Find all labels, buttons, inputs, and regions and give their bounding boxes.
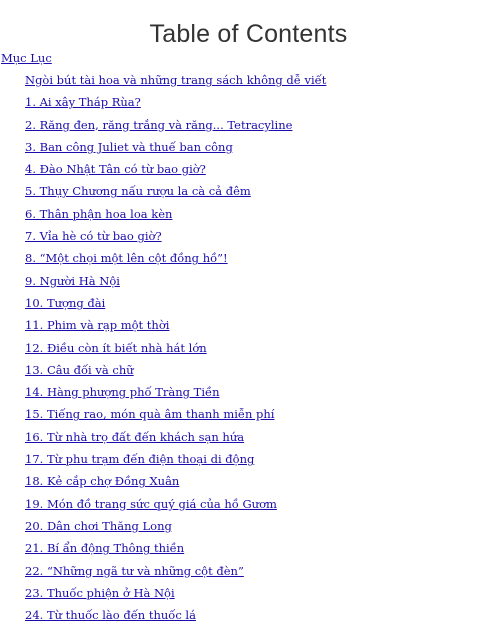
- toc-entry: [25, 563, 326, 585]
- toc-link-22[interactable]: 22. “Những ngã tư và những cột đèn”: [25, 563, 244, 578]
- toc-link-19[interactable]: 19. Món đồ trang sức quý giá của hồ Gươm: [25, 496, 277, 511]
- toc-link-12[interactable]: 12. Điều còn ít biết nhà hát lớn: [25, 340, 207, 355]
- toc-entry: [25, 273, 326, 295]
- toc-link-2[interactable]: 2. Răng đen, răng trắng và răng... Tetracyline: [25, 117, 293, 132]
- toc-entry: [25, 139, 326, 161]
- toc-list: [25, 72, 326, 629]
- page-title: Table of Contents: [149, 20, 348, 48]
- toc-link-6[interactable]: 6. Thân phận hoa loa kèn: [25, 206, 173, 221]
- toc-entry: [25, 250, 326, 272]
- toc-entry: [25, 451, 326, 473]
- toc-entry: [25, 295, 326, 317]
- toc-link-3[interactable]: 3. Ban công Juliet và thuế ban công: [25, 139, 233, 154]
- toc-link-14[interactable]: 14. Hàng phượng phố Tràng Tiền: [25, 385, 220, 400]
- toc-link-1[interactable]: 1. Ai xây Tháp Rùa?: [25, 95, 141, 110]
- toc-link-13[interactable]: 13. Câu đối và chữ: [25, 362, 134, 377]
- toc-link-16[interactable]: 16. Từ nhà trọ đất đến khách sạn hứa: [25, 429, 245, 444]
- toc-entry: [25, 317, 326, 339]
- toc-entry: [25, 362, 326, 384]
- toc-link-15[interactable]: 15. Tiếng rao, món quà âm thanh miễn phí: [25, 407, 275, 422]
- toc-entry: [25, 585, 326, 607]
- toc-entry: [25, 161, 326, 183]
- toc-link-11[interactable]: 11. Phim và rạp một thời: [25, 318, 170, 333]
- toc-entry: [25, 406, 326, 428]
- toc-entry: [25, 429, 326, 451]
- toc-entry: [25, 607, 326, 629]
- toc-entry: [25, 496, 326, 518]
- toc-entry: [25, 473, 326, 495]
- toc-entry: [25, 340, 326, 362]
- toc-entry: [25, 518, 326, 540]
- toc-link-20[interactable]: 20. Dân chơi Thăng Long: [25, 518, 172, 533]
- toc-link-5[interactable]: 5. Thụy Chương nấu rượu la cà cả đêm: [25, 184, 251, 199]
- toc-link-23[interactable]: 23. Thuốc phiện ở Hà Nội: [25, 585, 175, 600]
- toc-entry: [25, 72, 326, 94]
- toc-link-10[interactable]: 10. Tượng đài: [25, 295, 106, 310]
- toc-link-17[interactable]: 17. Từ phu trạm đến điện thoại di động: [25, 452, 255, 467]
- toc-link-9[interactable]: 9. Người Hà Nội: [25, 273, 120, 288]
- toc-link-21[interactable]: 21. Bí ẩn động Thông thiền: [25, 541, 185, 556]
- toc-link-7[interactable]: 7. Vỉa hè có từ bao giờ?: [25, 229, 162, 244]
- toc-entry: [25, 206, 326, 228]
- toc-link-intro[interactable]: Ngòi bút tài hoa và những trang sách không dễ viết: [25, 73, 327, 87]
- toc-entry: [25, 117, 326, 139]
- toc-entry: [25, 540, 326, 562]
- toc-entry: [25, 384, 326, 406]
- toc-root-link[interactable]: Mục Lục: [1, 51, 52, 65]
- toc-link-8[interactable]: 8. “Một chọi một lên cột đồng hồ”!: [25, 251, 228, 266]
- toc-entry: [25, 183, 326, 205]
- toc-link-24[interactable]: 24. Từ thuốc lào đến thuốc lá: [25, 608, 196, 623]
- toc-entry: [25, 228, 326, 250]
- toc-entry: [25, 94, 326, 116]
- toc-link-18[interactable]: 18. Kẻ cắp chợ Đồng Xuân: [25, 474, 180, 489]
- toc-link-4[interactable]: 4. Đào Nhật Tân có từ bao giờ?: [25, 162, 206, 177]
